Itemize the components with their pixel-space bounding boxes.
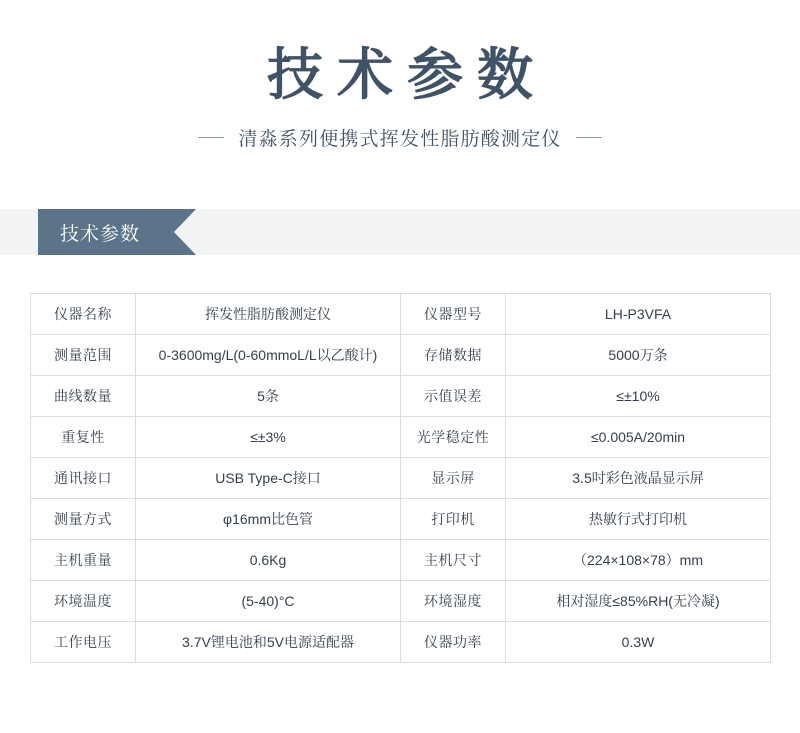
table-row	[31, 540, 771, 581]
row-label-right: 仪器型号	[401, 294, 506, 335]
row-value-right: （224×108×78）mm	[506, 540, 771, 581]
section-banner-label: 技术参数	[60, 223, 141, 245]
spec-table-body	[31, 294, 771, 663]
row-value-left: φ16mm比色管	[136, 499, 401, 540]
table-row	[31, 376, 771, 417]
table-row	[31, 294, 771, 335]
row-label-left: 曲线数量	[31, 376, 136, 417]
row-label-right: 示值误差	[401, 376, 506, 417]
row-value-right: ≤0.005A/20min	[506, 417, 771, 458]
row-label-right: 存储数据	[401, 335, 506, 376]
divider-dash-right	[576, 137, 602, 138]
row-value-right: 相对湿度≤85%RH(无冷凝)	[506, 581, 771, 622]
row-label-right: 主机尺寸	[401, 540, 506, 581]
section-banner-arrow	[174, 209, 196, 255]
row-value-right: 0.3W	[506, 622, 771, 663]
row-label-right: 显示屏	[401, 458, 506, 499]
row-value-left: ≤±3%	[136, 417, 401, 458]
row-value-left: 0-3600mg/L(0-60mmoL/L以乙酸计)	[136, 335, 401, 376]
row-value-right: 5000万条	[506, 335, 771, 376]
row-label-left: 工作电压	[31, 622, 136, 663]
row-label-right: 光学稳定性	[401, 417, 506, 458]
table-row	[31, 417, 771, 458]
row-label-left: 重复性	[31, 417, 136, 458]
row-value-right: ≤±10%	[506, 376, 771, 417]
row-value-left: (5-40)°C	[136, 581, 401, 622]
row-label-left: 仪器名称	[31, 294, 136, 335]
row-label-left: 环境温度	[31, 581, 136, 622]
spec-table-wrapper	[30, 293, 770, 663]
row-value-left: 5条	[136, 376, 401, 417]
page-header	[0, 0, 800, 151]
row-value-right: 热敏行式打印机	[506, 499, 771, 540]
table-row	[31, 458, 771, 499]
row-label-right: 打印机	[401, 499, 506, 540]
page-subtitle: 清淼系列便携式挥发性脂肪酸测定仪	[238, 129, 562, 151]
section-banner-tab	[38, 209, 174, 255]
table-row	[31, 335, 771, 376]
row-value-left: USB Type-C接口	[136, 458, 401, 499]
subtitle-row	[0, 124, 800, 151]
row-label-left: 测量范围	[31, 335, 136, 376]
row-value-left: 3.7V锂电池和5V电源适配器	[136, 622, 401, 663]
page-title: 技术参数	[267, 43, 547, 106]
table-row	[31, 622, 771, 663]
table-row	[31, 499, 771, 540]
row-value-right: LH-P3VFA	[506, 294, 771, 335]
row-label-left: 主机重量	[31, 540, 136, 581]
row-value-left: 挥发性脂肪酸测定仪	[136, 294, 401, 335]
row-label-left: 通讯接口	[31, 458, 136, 499]
row-value-right: 3.5吋彩色液晶显示屏	[506, 458, 771, 499]
row-label-left: 测量方式	[31, 499, 136, 540]
divider-dash-left	[198, 137, 224, 138]
row-value-left: 0.6Kg	[136, 540, 401, 581]
row-label-right: 环境湿度	[401, 581, 506, 622]
spec-table	[30, 293, 771, 663]
table-row	[31, 581, 771, 622]
section-banner	[0, 209, 800, 255]
row-label-right: 仪器功率	[401, 622, 506, 663]
